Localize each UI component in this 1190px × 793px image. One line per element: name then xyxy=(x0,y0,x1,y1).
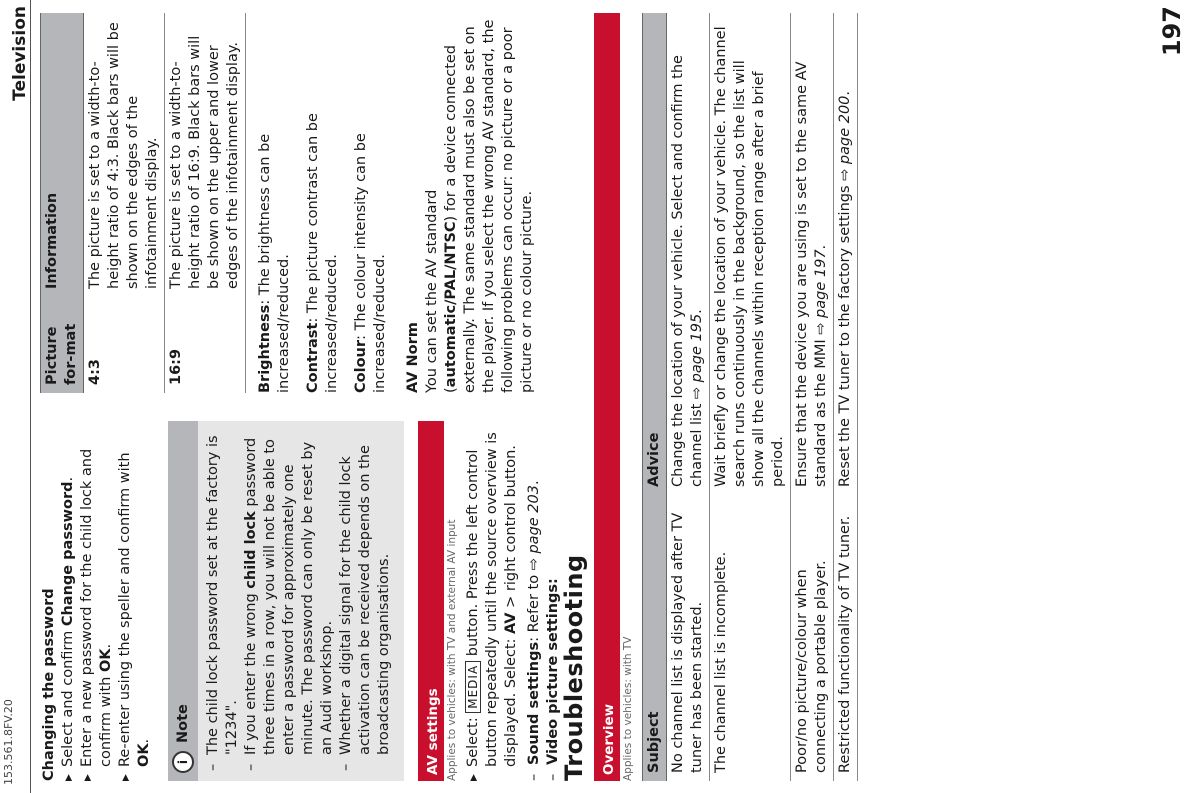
password-step: ▶ Re-enter using the speller and confirm with OK. xyxy=(116,421,154,781)
note-item: – The child lock password set at the factory is "1234". xyxy=(204,431,242,771)
av-settings-options xyxy=(525,421,563,781)
table-cell: 16:9 xyxy=(165,297,246,393)
page-reference: ⇨ page 197 xyxy=(813,249,829,335)
picture-properties xyxy=(256,13,390,393)
av-settings-section xyxy=(418,421,563,781)
table-cell: Wait briefly or change the location of your vehicle. The channel search runs continuously in the background, so the list will show all the channels within reception range after a brief period. xyxy=(710,13,791,495)
sound-settings-ref: ⇨ page 203 xyxy=(526,485,542,571)
info-icon: i xyxy=(172,751,194,773)
note-items xyxy=(198,421,404,781)
table-header-cell: Advice xyxy=(643,13,667,495)
table-cell: The picture is set to a width-to-height ratio of 4:3. Black bars will be shown on the edges of the infotainment display. xyxy=(84,13,165,297)
av-settings-steps xyxy=(464,421,521,781)
av-norm-paragraph: You can set the AV standard (automatic/PAL/NTSC) for a device connected externally. The same standard must also be set on the player. If you select the wrong AV standard, the following problems can occur: no picture or a poor picture or no colour picture. xyxy=(424,19,535,393)
note-item: – Whether a digital signal for the child lock activation can be received depends on the broadcasting organisations. xyxy=(337,431,394,771)
overview-bar-wrap xyxy=(594,13,620,781)
password-steps xyxy=(59,421,154,781)
troubleshooting-section xyxy=(560,13,858,781)
table-row xyxy=(791,13,834,781)
table-cell: Poor/no picture/colour when connecting a portable player. xyxy=(791,495,834,781)
contrast-paragraph: Contrast: The picture contrast can be increased/reduced. xyxy=(305,113,340,393)
video-settings-item: – Video picture settings: xyxy=(544,421,563,781)
document-code: 153.561.8FV.20 xyxy=(2,699,15,785)
table-header-row xyxy=(41,13,84,393)
troubleshooting-table xyxy=(642,13,858,781)
table-cell: No channel list is displayed after TV tuner has been started. xyxy=(667,495,710,781)
table-row xyxy=(710,13,791,781)
table-cell: Reset the TV tuner to the factory settings ⇨ page 200. xyxy=(834,13,858,495)
password-step: ▶ Select and confirm Change password. xyxy=(59,421,78,781)
overview-title: Overview xyxy=(598,13,620,781)
media-button-label: MEDIA xyxy=(465,661,481,713)
brightness-paragraph: Brightness: The brightness can be increased/reduced. xyxy=(257,133,292,393)
table-row xyxy=(834,13,858,781)
note-item: – If you enter the wrong child lock password three times in a row, you will not be able to enter a password for approximately one minute. The password can only be reset by an Audi workshop. xyxy=(242,431,337,771)
table-row xyxy=(667,13,710,781)
running-header xyxy=(8,0,31,793)
page-number: 197 xyxy=(1158,6,1186,57)
table-header-cell: Picture for-mat xyxy=(41,297,84,393)
running-title: Television xyxy=(10,6,30,101)
right-column xyxy=(40,13,537,393)
troubleshooting-applies: Applies to vehicles: with TV xyxy=(622,636,634,781)
table-cell: Change the location of your vehicle. Select and confirm the channel list ⇨ page 195. xyxy=(667,13,710,495)
troubleshooting-heading: Troubleshooting xyxy=(560,554,588,781)
table-cell: The picture is set to a width-to-height ratio of 16:9. Black bars will be shown on the upper and lower edges of the infotainment display. xyxy=(165,13,246,297)
table-row xyxy=(84,13,165,393)
page-reference: ⇨ page 200 xyxy=(837,95,853,181)
note-box xyxy=(168,421,404,781)
av-settings-applies: Applies to vehicles: with TV and external AV input xyxy=(446,519,458,781)
note-title: Note xyxy=(175,704,191,743)
page-reference: ⇨ page 195 xyxy=(689,313,705,400)
table-header-cell: Subject xyxy=(643,495,667,781)
table-header-cell: Information xyxy=(41,13,84,297)
colour-paragraph: Colour: The colour intensity can be increased/reduced. xyxy=(353,133,388,393)
table-row xyxy=(165,13,246,393)
table-cell: Restricted functionality of TV tuner. xyxy=(834,495,858,781)
password-heading: Changing the password xyxy=(41,588,57,781)
table-cell: 4:3 xyxy=(84,297,165,393)
password-step: ▶ Enter a new password for the child lock and confirm with OK. xyxy=(78,421,116,781)
sound-settings-item: – Sound settings: Refer to ⇨ page 203. xyxy=(525,421,544,781)
left-column xyxy=(40,421,563,781)
picture-format-table xyxy=(40,13,246,393)
table-cell: The channel list is incomplete. xyxy=(710,495,791,781)
av-select-step: ▶ Select: MEDIA button. Press the left control button repeatedly until the source overview is displayed. Select: AV > right control button. xyxy=(464,421,521,781)
av-settings-title: AV settings xyxy=(422,421,444,781)
table-cell: Ensure that the device you are using is set to the same AV standard as the MMI ⇨ page 197. xyxy=(791,13,834,495)
table-header-row xyxy=(643,13,667,781)
note-header xyxy=(168,421,198,781)
av-norm-heading: AV Norm xyxy=(405,322,421,393)
